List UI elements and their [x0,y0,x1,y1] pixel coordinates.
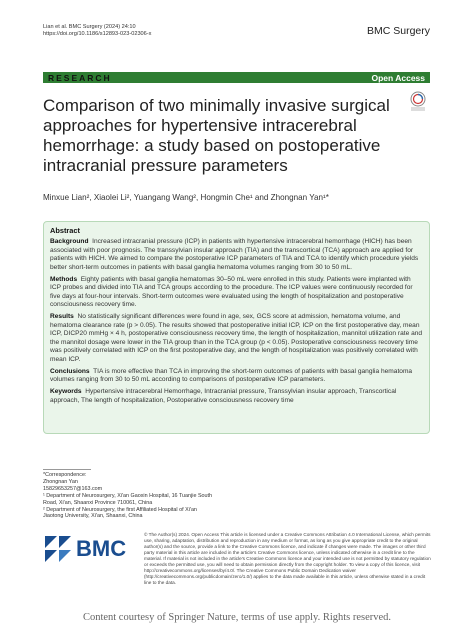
bmc-logo-icon [43,532,135,562]
journal-name: BMC Surgery [366,25,430,37]
citation [43,24,151,38]
background-text: Increased intracranial pressure (ICP) in patients with hypertensive intracerebral hemorrhage (HICH) has been associated with poor prognosis. The transsylvian insular approach (TIA) and the transcortical (TCA) approach are applied for patients with HICH. We aimed to compare the postoperative ICP parameters of TIA and TCA to identify which procedure yields better short-term outcomes in patients with basal ganglia hematoma volumes ranging from 30 to 50 mL. [50,238,419,271]
check-for-updates-badge[interactable] [409,91,427,112]
methods-label: Methods [50,275,78,283]
abstract-keywords [50,388,423,405]
results-text: No statistically significant differences were found in age, sex, GCS score at admission, hematoma volume, and hematoma clearance rate (p > 0.05). The results showed that postoperative initial ICP, ICP on the first postoperative day, mean ICP, DICP20 mmHg × 4 h, postoperative consciousness recovery time, the length of hospitalization, mannitol utilization rate and the mannitol dosage were lower in the TIA group than in the TCA group (p < 0.05). Postoperative consciousness recovery time was positively correlated with ICP on the first postoperative day, and the length of hospitalization was positively correlated with mean ICP. [50,313,423,363]
keywords-text: Hypertensive intracerebral Hemorrhage, Intracranial pressure, Transsylvian insular approach, Transcortical approach, The length of hospitalization, Postoperative consciousness recovery time [50,388,397,404]
footnote-line: *Correspondence: [43,472,87,478]
abstract-box [43,221,430,434]
abstract-heading: Abstract [50,226,80,235]
keywords-label: Keywords [50,388,82,395]
check-for-updates-icon [409,91,427,112]
bmc-logo-text: BMC [76,536,127,561]
bmc-logo [43,532,135,562]
background-label: Background [50,238,89,245]
doi-link[interactable]: https://doi.org/10.1186/s12893-023-02306-x [43,31,152,37]
abstract-results [50,313,423,364]
footnote-divider [43,469,91,470]
abstract-methods [50,276,423,310]
correspondence-footnote [43,469,223,520]
article-title: Comparison of two minimally invasive surgical approaches for hypertensive intracerebral hemorrhage: a study based on postoperative intracranial pressure parameters [43,96,390,175]
results-label: Results [50,313,74,320]
footnote-line: ² Department of Neurosurgery, the first Affiliated Hospital of Xi'an [43,506,197,513]
methods-text: Eighty patients with basal ganglia hematomas 30–50 mL were enrolled in this study. Patients were implanted with ICP probes and divided into TIA and TCA groups according to the procedure. The ICP values were continuously recorded for five days at four-hour intervals. Short-term outcomes were evaluated using the length of hospitalization and postoperative consciousness recovery time. [50,275,413,308]
footnote-line: Road, Xi'an, Shaanxi Province 710061, China [43,499,153,506]
footnote-line: Zhongnan Yan [43,478,78,485]
author-list: Minxue Lian², Xiaolei Li², Yuangang Wang², Hongmin Che¹ and Zhongnan Yan¹* [43,193,329,202]
open-access-label: Open Access [371,72,425,83]
conclusions-text: TIA is more effective than TCA in improving the short-term outcomes of patients with basal ganglia hematoma volumes ranging from 30 to 50 mL according to comparisons of postoperative ICP parameters. [50,367,413,383]
email-link[interactable]: 15829653257@163.com [43,485,103,492]
abstract-background [50,238,423,272]
section-banner [43,72,430,83]
footnote-line: ¹ Department of Neurosurgery, Xi'an Gaoxin Hospital, 16 Tuanjie South [43,492,213,499]
abstract-conclusions [50,368,423,385]
license-text: © The Author(s) 2024. Open Access This article is licensed under a Creative Commons Attribution 4.0 International License, which permits use, sharing, adaptation, distribution and reproduction in any medium or format, as long as you give appropriate credit to the original author(s) and the source, provide a link to the Creative Commons licence, and indicate if changes were made. The images or other third party material in this article are included in the article's Creative Commons licence, unless indicated otherwise in a credit line to the material. If material is not included in the article's Creative Commons licence and your intended use is not permitted by statutory regulation or exceeds the permitted use, you will need to obtain permission directly from the copyright holder. To view a copy of this licence, visit http://creativecommons.org/licenses/by/4.0/. The Creative Commons Public Domain Dedication waiver (http://creativecommons.org/publicdomain/zero/1.0/) applies to the data made available in this article, unless otherwise stated in a credit line to the data. [144,532,431,585]
conclusions-label: Conclusions [50,367,90,375]
citation-line: Lian et al. BMC Surgery (2024) 24:10 [43,24,136,30]
footnote-line: Jiaotong University, Xi'an, Shaanxi, China [43,513,143,520]
section-label: RESEARCH [48,72,112,83]
credit-line: Content courtesy of Springer Nature, terms of use apply. Rights reserved. [82,612,392,623]
